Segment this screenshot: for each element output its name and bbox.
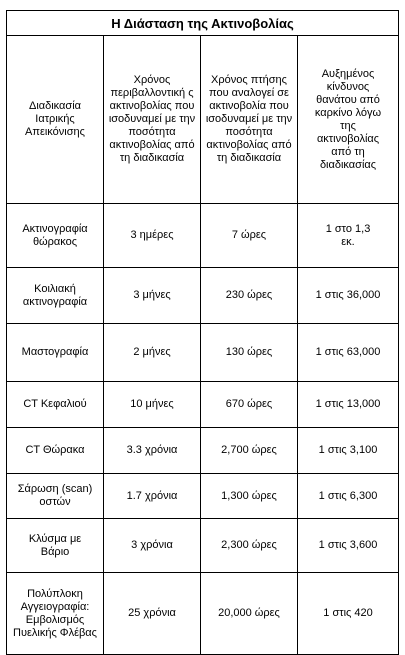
- cell-risk: 1 στις 6,300: [298, 474, 399, 519]
- cell-flight: 20,000 ώρες: [201, 573, 298, 655]
- header-row: [7, 36, 399, 204]
- cell-risk: [298, 204, 399, 268]
- table-row: [7, 573, 399, 655]
- cell-risk: 1 στις 36,000: [298, 268, 399, 324]
- cell-procedure-text: Κλύσμα με Βάριο: [28, 532, 82, 558]
- header-risk: [298, 36, 399, 204]
- title-row: [7, 11, 399, 36]
- cell-environment: 25 χρόνια: [104, 573, 201, 655]
- table-row: [7, 268, 399, 324]
- cell-procedure: Πολύπλοκη Αγγειογραφία: Εμβολισμός Πυελικής Φλέβας: [7, 573, 104, 655]
- radiation-table: [6, 10, 399, 655]
- cell-risk-text: 1 στο 1,3 εκ.: [325, 222, 371, 248]
- cell-flight: 1,300 ώρες: [201, 474, 298, 519]
- table-row: [7, 382, 399, 428]
- cell-procedure: [7, 519, 104, 573]
- cell-flight: 2,300 ώρες: [201, 519, 298, 573]
- header-environment: [104, 36, 201, 204]
- table-row: [7, 428, 399, 474]
- cell-flight: 230 ώρες: [201, 268, 298, 324]
- cell-risk: 1 στις 3,600: [298, 519, 399, 573]
- cell-environment: 1.7 χρόνια: [104, 474, 201, 519]
- table-title: Η Διάσταση της Ακτινοβολίας: [7, 11, 399, 36]
- header-flight-text: Χρόνος πτήσης που αναλογεί σε ακτινοβολία που ισοδυναμεί με την ποσότητα ακτινοβολίας από τη διαδικασία: [205, 74, 293, 164]
- cell-procedure: CT Κεφαλιού: [7, 382, 104, 428]
- cell-risk: 1 στις 3,100: [298, 428, 399, 474]
- cell-flight: 670 ώρες: [201, 382, 298, 428]
- cell-environment: 3.3 χρόνια: [104, 428, 201, 474]
- cell-flight: 7 ώρες: [201, 204, 298, 268]
- cell-procedure: Κοιλιακή ακτινογραφία: [7, 268, 104, 324]
- header-risk-text: Αυξημένος κίνδυνος θανάτου από καρκίνο λόγω της ακτινοβολίας από τη διαδικασίας: [314, 67, 382, 171]
- cell-environment: 3 ημέρες: [104, 204, 201, 268]
- table-row: [7, 519, 399, 573]
- cell-risk: 1 στις 13,000: [298, 382, 399, 428]
- header-procedure: [7, 36, 104, 204]
- header-procedure-text: Διαδικασία Ιατρικής Απεικόνισης: [25, 100, 85, 138]
- table-row: [7, 204, 399, 268]
- header-flight: [201, 36, 298, 204]
- table-row: [7, 474, 399, 519]
- cell-procedure: Σάρωση (scan) οστών: [7, 474, 104, 519]
- cell-environment: 2 μήνες: [104, 324, 201, 382]
- cell-procedure: Μαστογραφία: [7, 324, 104, 382]
- cell-procedure: CT Θώρακα: [7, 428, 104, 474]
- cell-environment: 3 μήνες: [104, 268, 201, 324]
- cell-flight: 130 ώρες: [201, 324, 298, 382]
- cell-environment: 3 χρόνια: [104, 519, 201, 573]
- table-row: [7, 324, 399, 382]
- cell-risk: 1 στις 63,000: [298, 324, 399, 382]
- cell-procedure: Ακτινογραφία θώρακος: [7, 204, 104, 268]
- cell-environment: 10 μήνες: [104, 382, 201, 428]
- header-environment-text: Χρόνος περιβαλλοντική ς ακτινοβολίας που ισοδυναμεί με την ποσότητα ακτινοβολίας από τη διαδικασία: [108, 74, 196, 164]
- cell-risk: 1 στις 420: [298, 573, 399, 655]
- cell-flight: 2,700 ώρες: [201, 428, 298, 474]
